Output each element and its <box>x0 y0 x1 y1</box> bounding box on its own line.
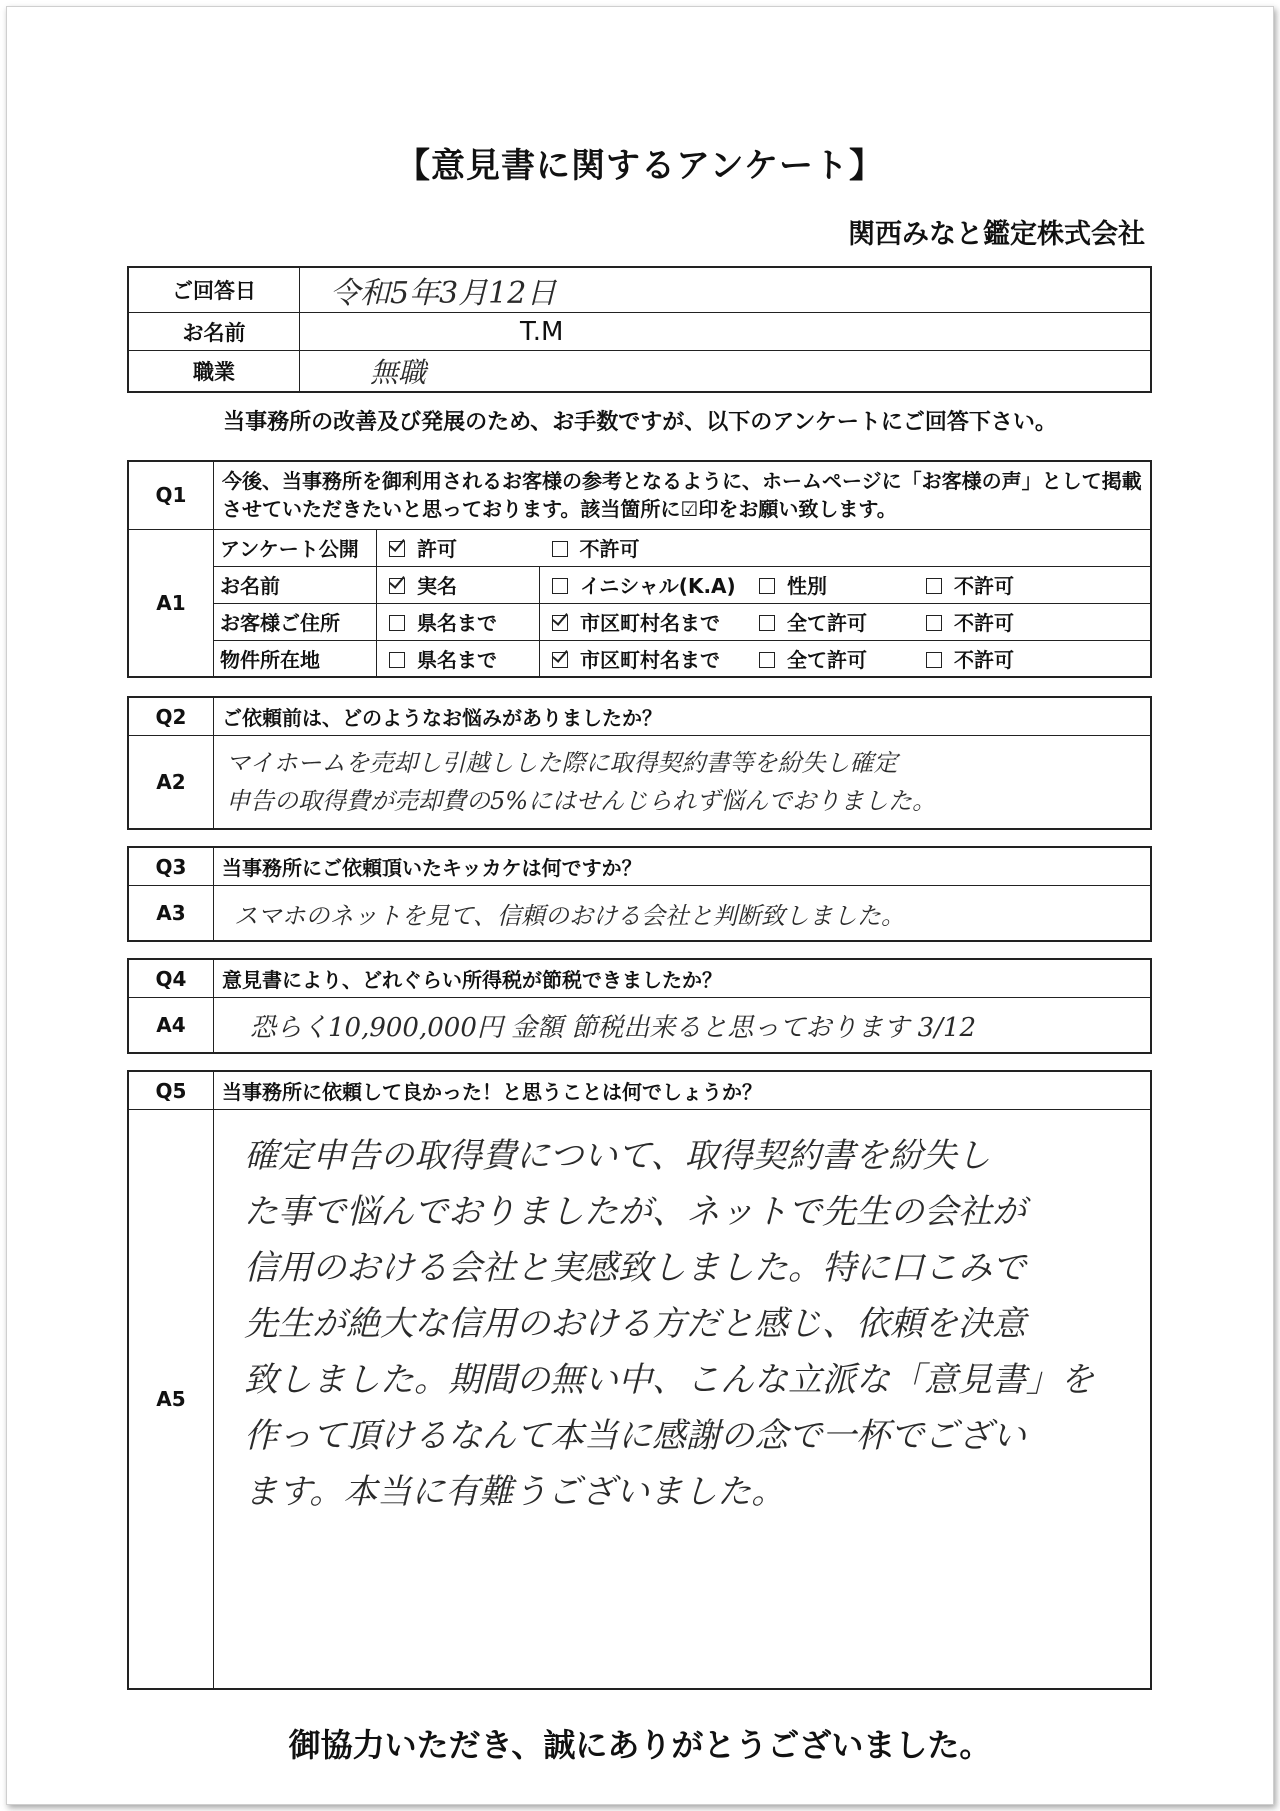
thanks-footer: 御協力いただき、誠にありがとうございました。 <box>288 1726 992 1764</box>
checkbox-icon[interactable] <box>389 652 405 668</box>
answer-line: 確定申告の取得費について、取得契約書を紛失し <box>244 1136 991 1176</box>
q3-text: 当事務所にご依頼頂いたキッカケは何ですか？ <box>214 847 1152 886</box>
a1-label: A1 <box>128 529 214 677</box>
answer-line: 恐らく10,900,000円 金額 節税出来ると思っております 3/12 <box>250 1012 977 1043</box>
q2-table <box>127 696 1152 830</box>
a1-option[interactable]: 全て許可 <box>757 603 924 640</box>
respondent-table <box>127 266 1152 393</box>
company-name: 関西みなと鑑定株式会社 <box>848 219 1145 250</box>
a1-row-label: 物件所在地 <box>214 640 377 677</box>
intro-text: 当事務所の改善及び発展のため、お手数ですが、以下のアンケートにご回答下さい。 <box>223 410 1057 435</box>
checkbox-checked-icon[interactable] <box>389 541 405 557</box>
a1-row-label: アンケート公開 <box>214 529 377 566</box>
a1-row-label: お名前 <box>214 566 377 603</box>
checkbox-icon[interactable] <box>759 615 775 631</box>
q5-label: Q5 <box>128 1071 214 1110</box>
a1-option[interactable]: 不許可 <box>924 603 1151 640</box>
a5-answer <box>214 1110 1152 1690</box>
a4-label: A4 <box>128 998 214 1054</box>
answer-line: た事で悩んでおりましたが、ネットで先生の会社が <box>244 1192 1026 1232</box>
q5-text: 当事務所に依頼して良かった！と思うことは何でしょうか？ <box>214 1071 1152 1110</box>
date-value: 令和5年3月12日 <box>300 267 1152 313</box>
a1-row-label: お客様ご住所 <box>214 603 377 640</box>
checkbox-icon[interactable] <box>759 578 775 594</box>
q1-label: Q1 <box>128 461 214 529</box>
a1-option[interactable]: 許可 <box>377 529 540 566</box>
date-label: ご回答日 <box>128 267 300 313</box>
survey-title: 【意見書に関するアンケート】 <box>396 146 884 186</box>
checkbox-icon[interactable] <box>552 578 568 594</box>
a1-option[interactable]: 市区町村名まで <box>540 640 758 677</box>
job-label: 職業 <box>128 351 300 393</box>
name-label: お名前 <box>128 313 300 351</box>
q5-table <box>127 1070 1152 1690</box>
a4-answer <box>214 998 1152 1054</box>
a1-option[interactable]: 不許可 <box>924 640 1151 677</box>
checkbox-checked-icon[interactable] <box>389 578 405 594</box>
q2-label: Q2 <box>128 697 214 736</box>
a1-option[interactable]: 県名まで <box>377 603 540 640</box>
answer-line: 申告の取得費が売却費の5%にはせんじられず悩んでおりました。 <box>226 787 937 815</box>
checkbox-icon[interactable] <box>389 615 405 631</box>
a1-option[interactable]: 性別 <box>757 566 924 603</box>
answer-line: 信用のおける会社と実感致しました。特に口こみで <box>244 1248 1026 1288</box>
q4-text: 意見書により、どれぐらい所得税が節税できましたか？ <box>214 959 1152 998</box>
q4-table <box>127 958 1152 1054</box>
a1-option[interactable]: 不許可 <box>540 529 1152 566</box>
checkbox-icon[interactable] <box>926 652 942 668</box>
checkbox-icon[interactable] <box>926 615 942 631</box>
q1-table <box>127 460 1152 678</box>
checkbox-checked-icon[interactable] <box>552 652 568 668</box>
name-value: T.M <box>300 313 1152 351</box>
a3-label: A3 <box>128 886 214 942</box>
answer-line: 作って頂けるなんて本当に感謝の念で一杯でござい <box>244 1416 1026 1456</box>
answer-line: 致しました。期間の無い中、こんな立派な「意見書」を <box>244 1360 1094 1400</box>
checkbox-icon[interactable] <box>552 541 568 557</box>
checkbox-icon[interactable] <box>926 578 942 594</box>
job-value: 無職 <box>300 351 1152 393</box>
answer-line: 先生が絶大な信用のおける方だと感じ、依頼を決意 <box>244 1304 1026 1344</box>
a1-option[interactable]: 実名 <box>377 566 540 603</box>
q1-text: 今後、当事務所を御利用されるお客様の参考となるように、ホームページに「お客様の声」として掲載させていただきたいと思っております。該当箇所に☑印をお願い致します。 <box>214 461 1152 529</box>
q3-label: Q3 <box>128 847 214 886</box>
answer-line: ます。本当に有難うございました。 <box>244 1472 786 1512</box>
a5-label: A5 <box>128 1110 214 1690</box>
checkbox-checked-icon[interactable] <box>552 615 568 631</box>
a1-option[interactable]: 全て許可 <box>757 640 924 677</box>
q2-text: ご依頼前は、どのようなお悩みがありましたか？ <box>214 697 1152 736</box>
checkbox-icon[interactable] <box>759 652 775 668</box>
a3-answer <box>214 886 1152 942</box>
a1-option[interactable]: 不許可 <box>924 566 1151 603</box>
a1-option[interactable]: イニシャル(K.A) <box>540 566 758 603</box>
q4-label: Q4 <box>128 959 214 998</box>
a2-label: A2 <box>128 736 214 830</box>
answer-line: スマホのネットを見て、信頼のおける会社と判断致しました。 <box>234 901 906 930</box>
q3-table <box>127 846 1152 942</box>
answer-line: マイホームを売却し引越しした際に取得契約書等を紛失し確定 <box>226 749 898 777</box>
a1-option[interactable]: 県名まで <box>377 640 540 677</box>
a2-answer <box>214 736 1152 830</box>
a1-option[interactable]: 市区町村名まで <box>540 603 758 640</box>
